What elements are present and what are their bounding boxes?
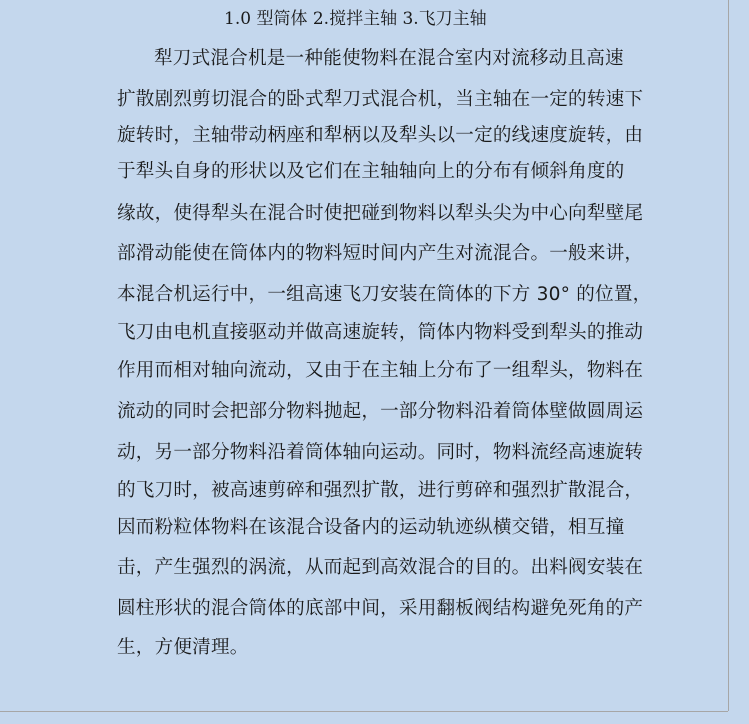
paragraph-line: 圆柱形状的混合筒体的底部中间，采用翻板阀结构避免死角的产 xyxy=(117,598,644,619)
paragraph-line: 本混合机运行中，一组高速飞刀安装在筒体的下方 30° 的位置， xyxy=(117,284,652,305)
paragraph-line: 因而粉粒体物料在该混合设备内的运动轨迹纵横交错，相互撞 xyxy=(117,517,625,538)
paragraph-line: 犁刀式混合机是一种能使物料在混合室内对流移动且高速 xyxy=(154,48,624,69)
paragraph-line: 部滑动能使在筒体内的物料短时间内产生对流混合。一般来讲， xyxy=(117,243,644,264)
paragraph-line: 生，方便清理。 xyxy=(117,637,249,658)
paragraph-line: 流动的同时会把部分物料抛起，一部分物料沿着筒体壁做圆周运 xyxy=(117,401,644,422)
paragraph-line: 扩散剧烈剪切混合的卧式犁刀式混合机，当主轴在一定的转速下 xyxy=(117,89,644,110)
page-edge-bottom xyxy=(0,711,728,712)
paragraph-line: 缘故，使得犁头在混合时使把碰到物料以犁头尖为中心向犁壁尾 xyxy=(117,203,644,224)
paragraph-line: 作用而相对轴向流动，又由于在主轴上分布了一组犁头，物料在 xyxy=(117,360,644,381)
paragraph-line: 旋转时，主轴带动柄座和犁柄以及犁头以一定的线速度旋转，由 xyxy=(117,125,644,146)
paragraph-line: 击，产生强烈的涡流，从而起到高效混合的目的。出料阀安装在 xyxy=(117,557,644,578)
paragraph-line: 飞刀由电机直接驱动并做高速旋转，筒体内物料受到犁头的推动 xyxy=(117,322,644,343)
figure-caption: 1.0 型筒体 2.搅拌主轴 3.飞刀主轴 xyxy=(224,9,487,29)
paragraph-line: 动，另一部分物料沿着筒体轴向运动。同时，物料流经高速旋转 xyxy=(117,442,644,463)
page-edge-right xyxy=(728,0,729,711)
paragraph-line: 的飞刀时，被高速剪碎和强烈扩散，进行剪碎和强烈扩散混合， xyxy=(117,480,644,501)
paragraph-line: 于犁头自身的形状以及它们在主轴轴向上的分布有倾斜角度的 xyxy=(117,161,625,182)
